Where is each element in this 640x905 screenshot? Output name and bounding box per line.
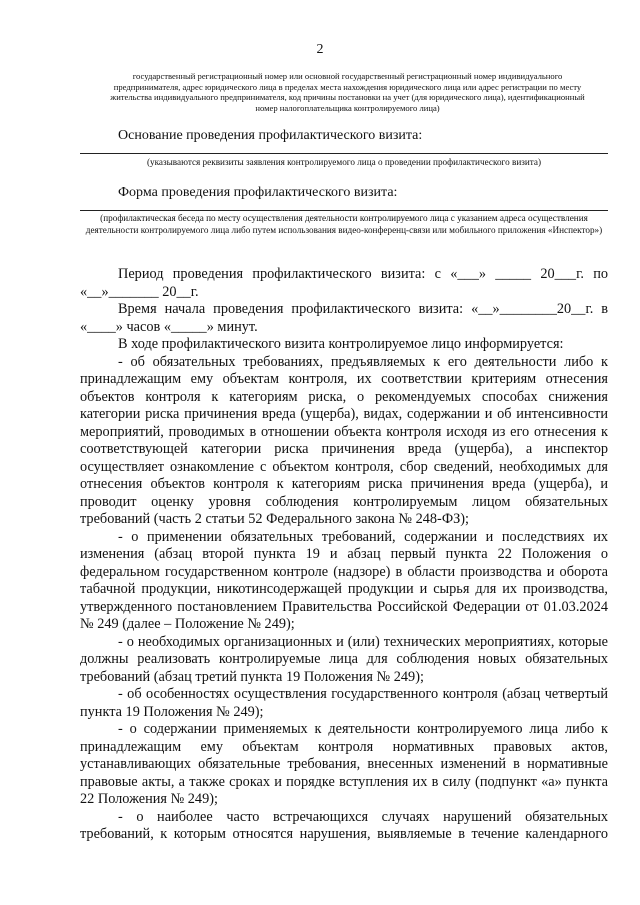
- paragraph-requirements: - об обязательных требованиях, предъявляемых к его деятельности либо к принадлежащим ему объектам контроля, их соответствии критериям отнесения объектов контроля к категориям риска, о рекомендуемых способах снижения категории риска причинения вреда (ущерба), видах, содержании и об интенсивности мероприятий, проводимых в отношении объекта контроля исходя из его отнесения к соответствующей категории риска причинения вреда (ущерба), а инспектор осуществляет ознакомление с объектом контроля, сбор сведений, необходимых для отнесения объектов контроля к категориям риска причинения вреда (ущерба), и проводит оценку уровня соблюдения контролируемым лицом обязательных требований (часть 2 статьи 52 Федерального закона № 248-ФЗ);: [80, 353, 608, 527]
- period-line-2: «__»_______ 20__г.: [80, 283, 199, 300]
- paragraph-violations: - о наиболее часто встречающихся случаях нарушений обязательных требований, к которым относятся нарушения, выявляемые в течение календарного: [80, 808, 608, 842]
- basis-fill-line: [80, 153, 608, 154]
- paragraph-application: - о применении обязательных требований, содержании и последствиях их изменения (абзац второй пункта 19 и абзац первый пункта 22 Положения о федеральном государственном контроле (надзоре) в области производства и оборота табачной продукции, никотинсодержащей продукции и сырья для их производства, утвержденного постановлением Правительства Российской Федерации от 01.03.2024 № 249 (далее – Положение № 249);: [80, 528, 608, 632]
- page-number: 2: [316, 42, 324, 57]
- basis-label: Основание проведения профилактического визита:: [118, 128, 423, 143]
- start-time-line-2: «____» часов «_____» минут.: [80, 318, 258, 335]
- basis-caption: (указываются реквизиты заявления контролируемого лица о проведении профилактического визита): [146, 157, 542, 167]
- form-fill-line: [80, 210, 608, 211]
- paragraph-features: - об особенностях осуществления государственного контроля (абзац четвертый пункта 19 Положения № 249);: [80, 686, 608, 720]
- body: [80, 266, 608, 844]
- paragraph-acts: - о содержании применяемых к деятельности контролируемого лица либо к принадлежащим ему объектам контроля нормативных правовых актов, устанавливающих обязательные требования, внесенных изменений в нормативные правовые акты, а также сроках и порядке вступления их в силу (подпункт «а» пункта 22 Положения № 249);: [80, 721, 608, 807]
- form-label: Форма проведения профилактического визита:: [118, 185, 398, 200]
- form-caption: (профилактическая беседа по месту осуществления деятельности контролируемого лица с указанием адреса осуществления деятельности контролируемого лица либо путем использования видео-конференц-связи или мобильного приложения «Инспектор»): [85, 213, 603, 235]
- paragraph-measures: - о необходимых организационных и (или) технических мероприятиях, которые должны реализовать контролируемые лица для соблюдения новых обязательных требований (абзац третий пункта 19 Положения № 249);: [80, 633, 608, 685]
- start-time-line-1: Время начала проведения профилактического визита: «__»________20__г. в: [118, 301, 608, 317]
- period-line-1: Период проведения профилактического визита: с «___» _____ 20___г. по: [118, 266, 608, 282]
- header-note: государственный регистрационный номер или основной государственный регистрационный номер индивидуального предпринимателя, адрес юридического лица в пределах места нахождения юридического лица или адрес регистрации по месту жительства индивидуального предпринимателя, код причины постановки на учет (для юридического лица), идентификационный номер налогоплательщика контролируемого лица): [110, 71, 585, 113]
- intro-paragraph: В ходе профилактического визита контролируемое лицо информируется:: [118, 336, 564, 352]
